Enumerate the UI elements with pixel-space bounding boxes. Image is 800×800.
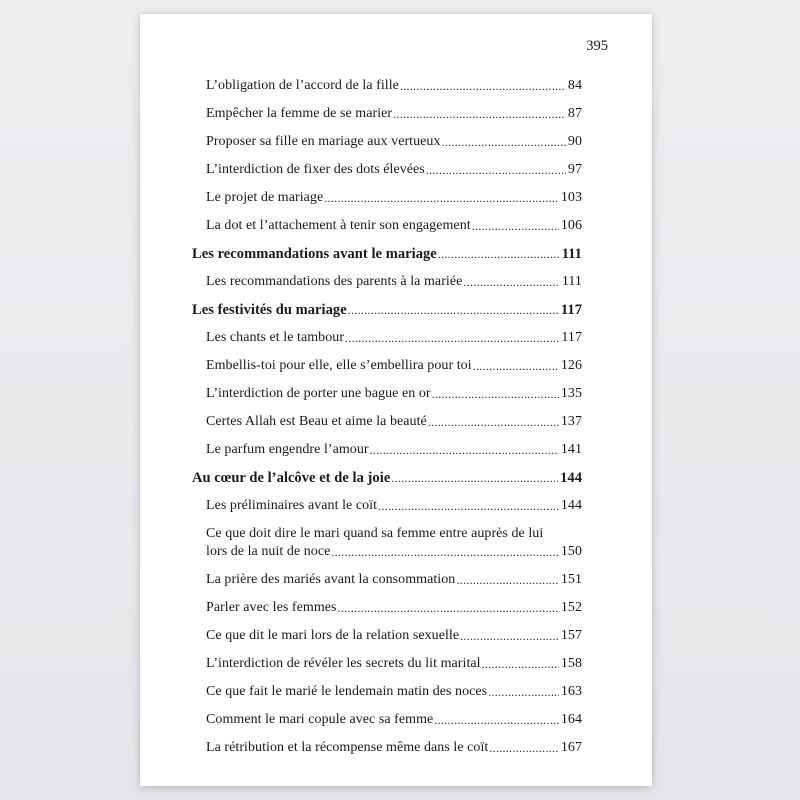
dot-leader bbox=[438, 245, 560, 263]
dot-leader bbox=[456, 571, 559, 589]
toc-section-heading bbox=[192, 459, 582, 487]
dot-leader bbox=[345, 329, 559, 347]
dot-leader bbox=[378, 497, 559, 515]
toc-entry-page: 141 bbox=[560, 442, 582, 457]
toc-entry bbox=[192, 123, 582, 151]
toc-entry bbox=[192, 319, 582, 347]
dot-leader bbox=[348, 301, 559, 319]
toc-entry-page: 87 bbox=[567, 106, 582, 121]
toc-entry-title: Ce que dit le mari lors de la relation sexuelle bbox=[206, 628, 460, 643]
toc-section-title: Au cœur de l’alcôve et de la joie bbox=[192, 470, 391, 486]
toc-section-heading bbox=[192, 235, 582, 263]
dot-leader bbox=[488, 683, 559, 701]
toc-entry-page: 117 bbox=[561, 330, 582, 345]
dot-leader bbox=[489, 739, 559, 757]
toc-entry bbox=[192, 515, 582, 561]
toc-section-title: Les recommandations avant le mariage bbox=[192, 246, 437, 262]
toc-entry-title: La dot et l’attachement à tenir son engagement bbox=[206, 218, 471, 233]
toc-section-page: 144 bbox=[560, 470, 582, 486]
dot-leader bbox=[472, 217, 559, 235]
toc-entry-title: L’interdiction de fixer des dots élevées bbox=[206, 162, 425, 177]
toc-entry-title: Ce que fait le marié le lendemain matin des noces bbox=[206, 684, 488, 699]
dot-leader bbox=[391, 469, 558, 487]
dot-leader bbox=[463, 273, 559, 291]
toc-section-page: 111 bbox=[561, 246, 582, 262]
toc-entry-title: L’obligation de l’accord de la fille bbox=[206, 78, 399, 93]
dot-leader bbox=[426, 161, 566, 179]
toc-entry-title: Empêcher la femme de se marier bbox=[206, 106, 393, 121]
toc-entry-page: 163 bbox=[560, 684, 582, 699]
dot-leader bbox=[331, 543, 558, 561]
toc-section-title: Les festivités du mariage bbox=[192, 302, 347, 318]
toc-entry bbox=[192, 403, 582, 431]
toc-entry bbox=[192, 487, 582, 515]
book-page bbox=[140, 14, 652, 786]
dot-leader bbox=[432, 385, 559, 403]
dot-leader bbox=[460, 627, 559, 645]
toc-entry bbox=[192, 431, 582, 459]
dot-leader bbox=[434, 711, 559, 729]
toc-entry-page: 158 bbox=[560, 656, 582, 671]
toc-entry-page: 152 bbox=[560, 600, 582, 615]
toc-entry bbox=[192, 645, 582, 673]
toc-entry-page: 144 bbox=[560, 498, 582, 513]
toc-section-page: 117 bbox=[560, 302, 582, 318]
toc-entry bbox=[192, 347, 582, 375]
toc-entry bbox=[192, 263, 582, 291]
toc-entry-title: Les recommandations des parents à la mariée bbox=[206, 274, 463, 289]
toc-entry-page: 164 bbox=[560, 712, 582, 727]
toc-entry-title: Le parfum engendre l’amour bbox=[206, 442, 369, 457]
toc-entry-page: 84 bbox=[567, 78, 582, 93]
toc-entry-page: 157 bbox=[560, 628, 582, 643]
toc-entry bbox=[192, 151, 582, 179]
toc-entry-title: Les préliminaires avant le coït bbox=[206, 498, 378, 513]
toc-entry bbox=[192, 179, 582, 207]
toc-section-heading bbox=[192, 291, 582, 319]
page-number: 395 bbox=[586, 38, 608, 54]
toc-entry-title: La prière des mariés avant la consommation bbox=[206, 572, 456, 587]
dot-leader bbox=[338, 599, 559, 617]
toc-entry bbox=[192, 729, 582, 757]
toc-entry-page: 106 bbox=[560, 218, 582, 233]
toc-entry-page: 150 bbox=[560, 544, 582, 559]
table-of-contents bbox=[192, 67, 582, 757]
toc-entry-page: 90 bbox=[567, 134, 582, 149]
dot-leader bbox=[370, 441, 559, 459]
toc-entry-page: 167 bbox=[560, 740, 582, 755]
toc-entry-title: L’interdiction de révéler les secrets du lit marital bbox=[206, 656, 481, 671]
toc-entry bbox=[192, 673, 582, 701]
dot-leader bbox=[393, 105, 566, 123]
toc-entry bbox=[192, 375, 582, 403]
toc-entry-title: Le projet de mariage bbox=[206, 190, 324, 205]
toc-entry-title-line1: Ce que doit dire le mari quand sa femme entre auprès de lui bbox=[206, 526, 544, 541]
toc-entry-title: La rétribution et la récompense même dans le coït bbox=[206, 740, 489, 755]
toc-entry-title: Proposer sa fille en mariage aux vertueux bbox=[206, 134, 441, 149]
toc-entry-page: 135 bbox=[560, 386, 582, 401]
dot-leader bbox=[482, 655, 559, 673]
toc-entry-page: 137 bbox=[560, 414, 582, 429]
toc-entry bbox=[192, 589, 582, 617]
dot-leader bbox=[473, 357, 559, 375]
toc-entry bbox=[192, 617, 582, 645]
toc-entry-page: 111 bbox=[561, 274, 582, 289]
dot-leader bbox=[400, 77, 566, 95]
dot-leader bbox=[324, 189, 559, 207]
toc-entry bbox=[192, 701, 582, 729]
toc-entry bbox=[192, 95, 582, 123]
toc-entry-title-line2: lors de la nuit de noce bbox=[206, 544, 331, 559]
toc-entry bbox=[192, 67, 582, 95]
toc-entry-title: Comment le mari copule avec sa femme bbox=[206, 712, 434, 727]
toc-entry-page: 151 bbox=[560, 572, 582, 587]
toc-entry-page: 126 bbox=[560, 358, 582, 373]
toc-entry bbox=[192, 207, 582, 235]
dot-leader bbox=[428, 413, 559, 431]
toc-entry bbox=[192, 561, 582, 589]
toc-entry-title: Les chants et le tambour bbox=[206, 330, 345, 345]
toc-entry-page: 103 bbox=[560, 190, 582, 205]
dot-leader bbox=[442, 133, 566, 151]
toc-entry-title: Parler avec les femmes bbox=[206, 600, 337, 615]
toc-entry-title: L’interdiction de porter une bague en or bbox=[206, 386, 431, 401]
toc-entry-title: Certes Allah est Beau et aime la beauté bbox=[206, 414, 427, 429]
toc-entry-page: 97 bbox=[567, 162, 582, 177]
toc-entry-title: Embellis-toi pour elle, elle s’embellira pour toi bbox=[206, 358, 472, 373]
